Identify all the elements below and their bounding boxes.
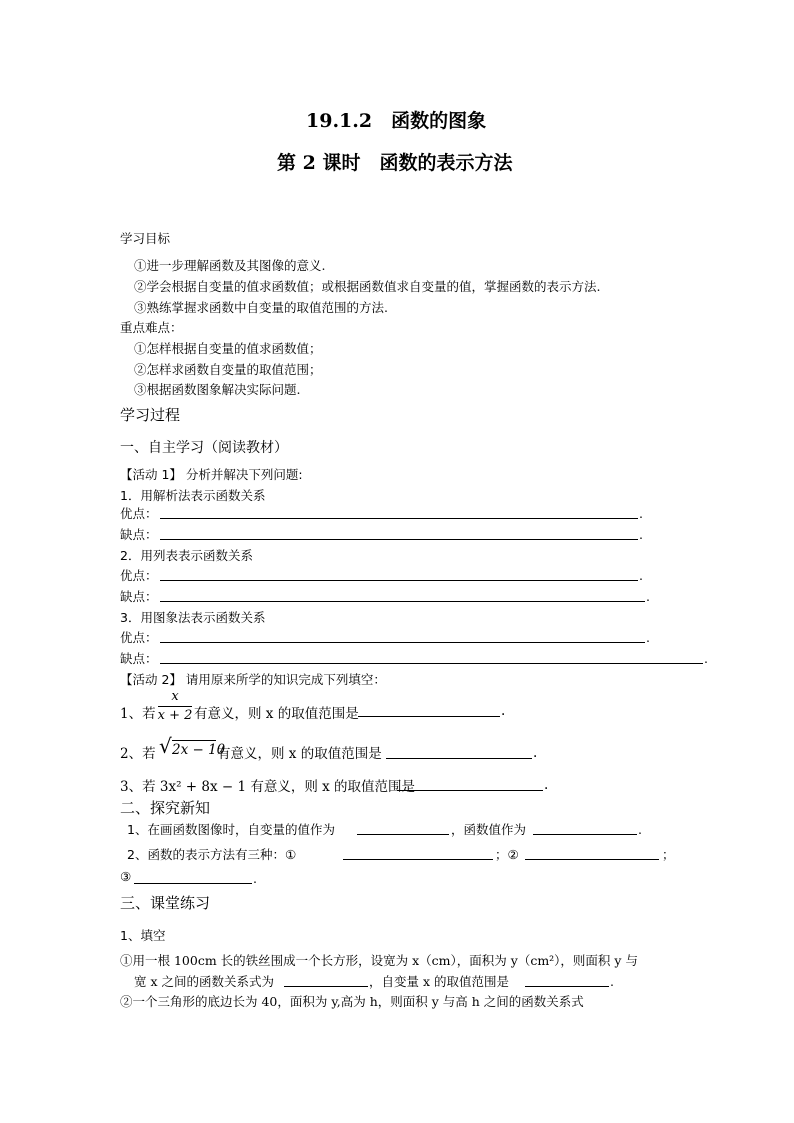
- section1-heading: 一、自主学习（阅读教材）: [120, 440, 288, 456]
- section2-q1-a: 1、在画函数图像时，自变量的值作为: [127, 822, 335, 837]
- line-end-dot: .: [253, 871, 257, 886]
- page-subtitle: 第 2 课时 函数的表示方法: [277, 152, 513, 174]
- answer-blank[interactable]: [284, 986, 368, 987]
- activity2-label: 【活动 2】 请用原来所学的知识完成下列填空：: [120, 672, 386, 687]
- answer-blank[interactable]: [357, 834, 449, 835]
- keypoint-item: ③根据函数图象解决实际问题.: [134, 382, 301, 397]
- line-end-dot: .: [638, 822, 642, 837]
- answer-blank[interactable]: [134, 883, 252, 884]
- q2-suffix: 有意义，则 x 的取值范围是: [217, 746, 382, 762]
- answer-blank[interactable]: [533, 834, 637, 835]
- sqrt-icon: √: [159, 734, 172, 758]
- activity1-item-title: 2．用列表表示函数关系: [120, 548, 253, 563]
- objective-item: ②学会根据自变量的值求函数值；或根据函数值求自变量的值，掌握函数的表示方法.: [134, 279, 601, 294]
- answer-blank[interactable]: [160, 601, 645, 602]
- pro-label: 优点：: [120, 630, 158, 645]
- answer-blank[interactable]: [397, 790, 543, 791]
- q2-radicand: 2x − 10: [172, 742, 226, 758]
- answer-blank[interactable]: [525, 859, 659, 860]
- answer-blank[interactable]: [358, 716, 500, 717]
- line-end-dot: .: [610, 974, 614, 989]
- line-end-dot: .: [544, 777, 549, 793]
- activity1-label: 【活动 1】 分析并解决下列问题:: [120, 467, 303, 482]
- keypoints-heading: 重点难点：: [120, 320, 183, 335]
- objective-item: ①进一步理解函数及其图像的意义.: [134, 258, 326, 273]
- pro-label: 优点：: [120, 568, 158, 583]
- section2-q2-b: ；②: [495, 847, 519, 862]
- process-heading: 学习过程: [120, 406, 181, 424]
- activity1-item-title: 1．用解析法表示函数关系: [120, 488, 266, 503]
- exercise-1-line2-a: 宽 x 之间的函数关系式为: [134, 974, 274, 989]
- activity1-item-title: 3．用图象法表示函数关系: [120, 610, 266, 625]
- answer-blank[interactable]: [160, 663, 703, 664]
- line-end-dot: .: [704, 651, 708, 666]
- line-end-dot: .: [639, 506, 643, 521]
- line-end-dot: .: [533, 745, 538, 761]
- answer-blank[interactable]: [160, 539, 638, 540]
- keypoint-item: ②怎样求函数自变量的取值范围；: [134, 362, 322, 377]
- section2-q2-a: 2、函数的表示方法有三种：①: [127, 847, 297, 862]
- answer-blank[interactable]: [386, 758, 532, 759]
- con-label: 缺点：: [120, 527, 158, 542]
- q2-prefix: 2、若: [120, 746, 156, 762]
- section2-heading: 二、探究新知: [120, 799, 211, 817]
- exercise-2-line1: ②一个三角形的底边长为 40，面积为 y,高为 h，则面积 y 与高 h 之间的函数关系式: [120, 994, 584, 1009]
- section2-q2-d: ③: [120, 869, 132, 884]
- q3-text: 3、若 3x² + 8x − 1 有意义，则 x 的取值范围是: [120, 779, 416, 795]
- line-end-dot: .: [501, 703, 506, 719]
- page-title: 19.1.2 函数的图象: [306, 110, 487, 132]
- con-label: 缺点：: [120, 589, 158, 604]
- section2-q1-b: ，函数值作为: [451, 822, 527, 837]
- fraction-denominator: x + 2: [157, 708, 193, 723]
- pro-label: 优点：: [120, 506, 158, 521]
- line-end-dot: .: [639, 527, 643, 542]
- answer-blank[interactable]: [160, 580, 638, 581]
- section3-heading: 三、课堂练习: [120, 894, 211, 912]
- sqrt-bar: [172, 740, 216, 741]
- line-end-dot: .: [646, 589, 650, 604]
- section3-sub: 1、填空: [120, 928, 166, 943]
- keypoint-item: ①怎样根据自变量的值求函数值；: [134, 341, 322, 356]
- exercise-1-line2-b: ，自变量 x 的取值范围是: [369, 974, 509, 989]
- objective-item: ③熟练掌握求函数中自变量的取值范围的方法.: [134, 300, 388, 315]
- answer-blank[interactable]: [160, 642, 645, 643]
- con-label: 缺点：: [120, 651, 158, 666]
- objectives-heading: 学习目标: [120, 231, 171, 246]
- answer-blank[interactable]: [160, 518, 638, 519]
- section2-q2-c: ；: [662, 847, 675, 862]
- q1-suffix: 有意义，则 x 的取值范围是: [194, 706, 359, 722]
- fraction-bar: [158, 706, 192, 707]
- answer-blank[interactable]: [525, 986, 609, 987]
- answer-blank[interactable]: [343, 859, 493, 860]
- fraction-numerator: x: [171, 689, 179, 704]
- line-end-dot: .: [646, 630, 650, 645]
- line-end-dot: .: [639, 568, 643, 583]
- q1-prefix: 1、若: [120, 706, 156, 722]
- exercise-1-line1: ①用一根 100cm 长的铁丝围成一个长方形，设宽为 x（cm），面积为 y（cm²），则面积 y 与: [120, 953, 638, 968]
